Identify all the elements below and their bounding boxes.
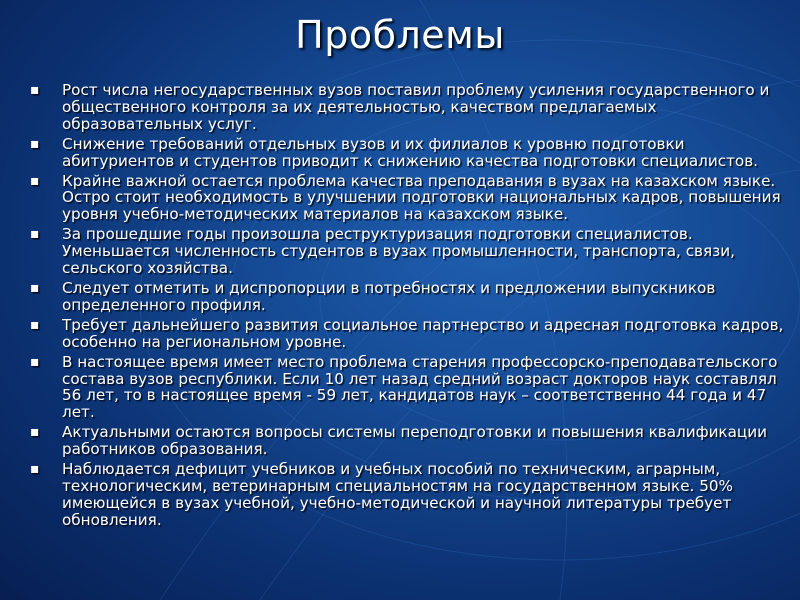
- bullet-item: [30, 82, 792, 133]
- bullet-text: За прошедшие годы произошла реструктуризация подготовки специалистов. Уменьшается численность студентов в вузах промышленности, транспорта, связи, сельского хозяйства.: [62, 225, 735, 278]
- square-bullet-icon: ▪: [30, 135, 40, 152]
- bullet-item: [30, 226, 792, 277]
- bullet-list: [30, 82, 792, 532]
- bullet-item: [30, 173, 792, 224]
- square-bullet-icon: ▪: [30, 461, 40, 478]
- bullet-item: [30, 424, 792, 458]
- square-bullet-icon: ▪: [30, 226, 40, 243]
- bullet-item: [30, 136, 792, 170]
- bullet-text: Наблюдается дефицит учебников и учебных пособий по техническим, аграрным, технологическим, ветеринарным специальностям на государственном языке. 50% имеющейся в вузах учебной, учебно-методической и научной литературы требует обновления.: [62, 460, 733, 529]
- bullet-text: Требует дальнейшего развития социальное партнерство и адресная подготовка кадров, особенно на региональном уровне.: [62, 315, 784, 351]
- square-bullet-icon: ▪: [30, 424, 40, 441]
- bullet-text: Актуальными остаются вопросы системы переподготовки и повышения квалификации работников образования.: [62, 423, 767, 459]
- bullet-text: Следует отметить и диспропорции в потребностях и предложении выпускников определенного профиля.: [62, 278, 716, 314]
- bullet-item: [30, 280, 792, 314]
- bullet-text: Снижение требований отдельных вузов и их филиалов к уровню подготовки абитуриентов и студентов приводит к снижению качества подготовки специалистов.: [62, 134, 758, 170]
- bullet-text: Рост числа негосударственных вузов поставил проблему усиления государственного и общественного контроля за их деятельностью, качеством предлагаемых образовательных услуг.: [62, 81, 770, 133]
- square-bullet-icon: ▪: [30, 316, 40, 333]
- square-bullet-icon: ▪: [30, 172, 40, 189]
- bullet-text: Крайне важной остается проблема качества преподавания в вузах на казахском языке. Остро стоит необходимость в улучшении подготовки национальных кадров, повышения уровня учебно-методических материалов на казахском языке.: [62, 171, 781, 224]
- bullet-item: [30, 317, 792, 351]
- square-bullet-icon: ▪: [30, 279, 40, 296]
- bullet-text: В настоящее время имеет место проблема старения профессорско-преподавательского состава вузов республики. Если 10 лет назад средний возраст докторов наук составлял 56 лет, то в настоящее время - 59 лет, кандидатов наук – соответственно 44 года и 47 лет.: [62, 352, 778, 422]
- bullet-item: [30, 461, 792, 529]
- square-bullet-icon: ▪: [30, 353, 40, 370]
- bullet-item: [30, 354, 792, 422]
- slide-title: Проблемы: [295, 13, 505, 57]
- square-bullet-icon: ▪: [30, 82, 40, 98]
